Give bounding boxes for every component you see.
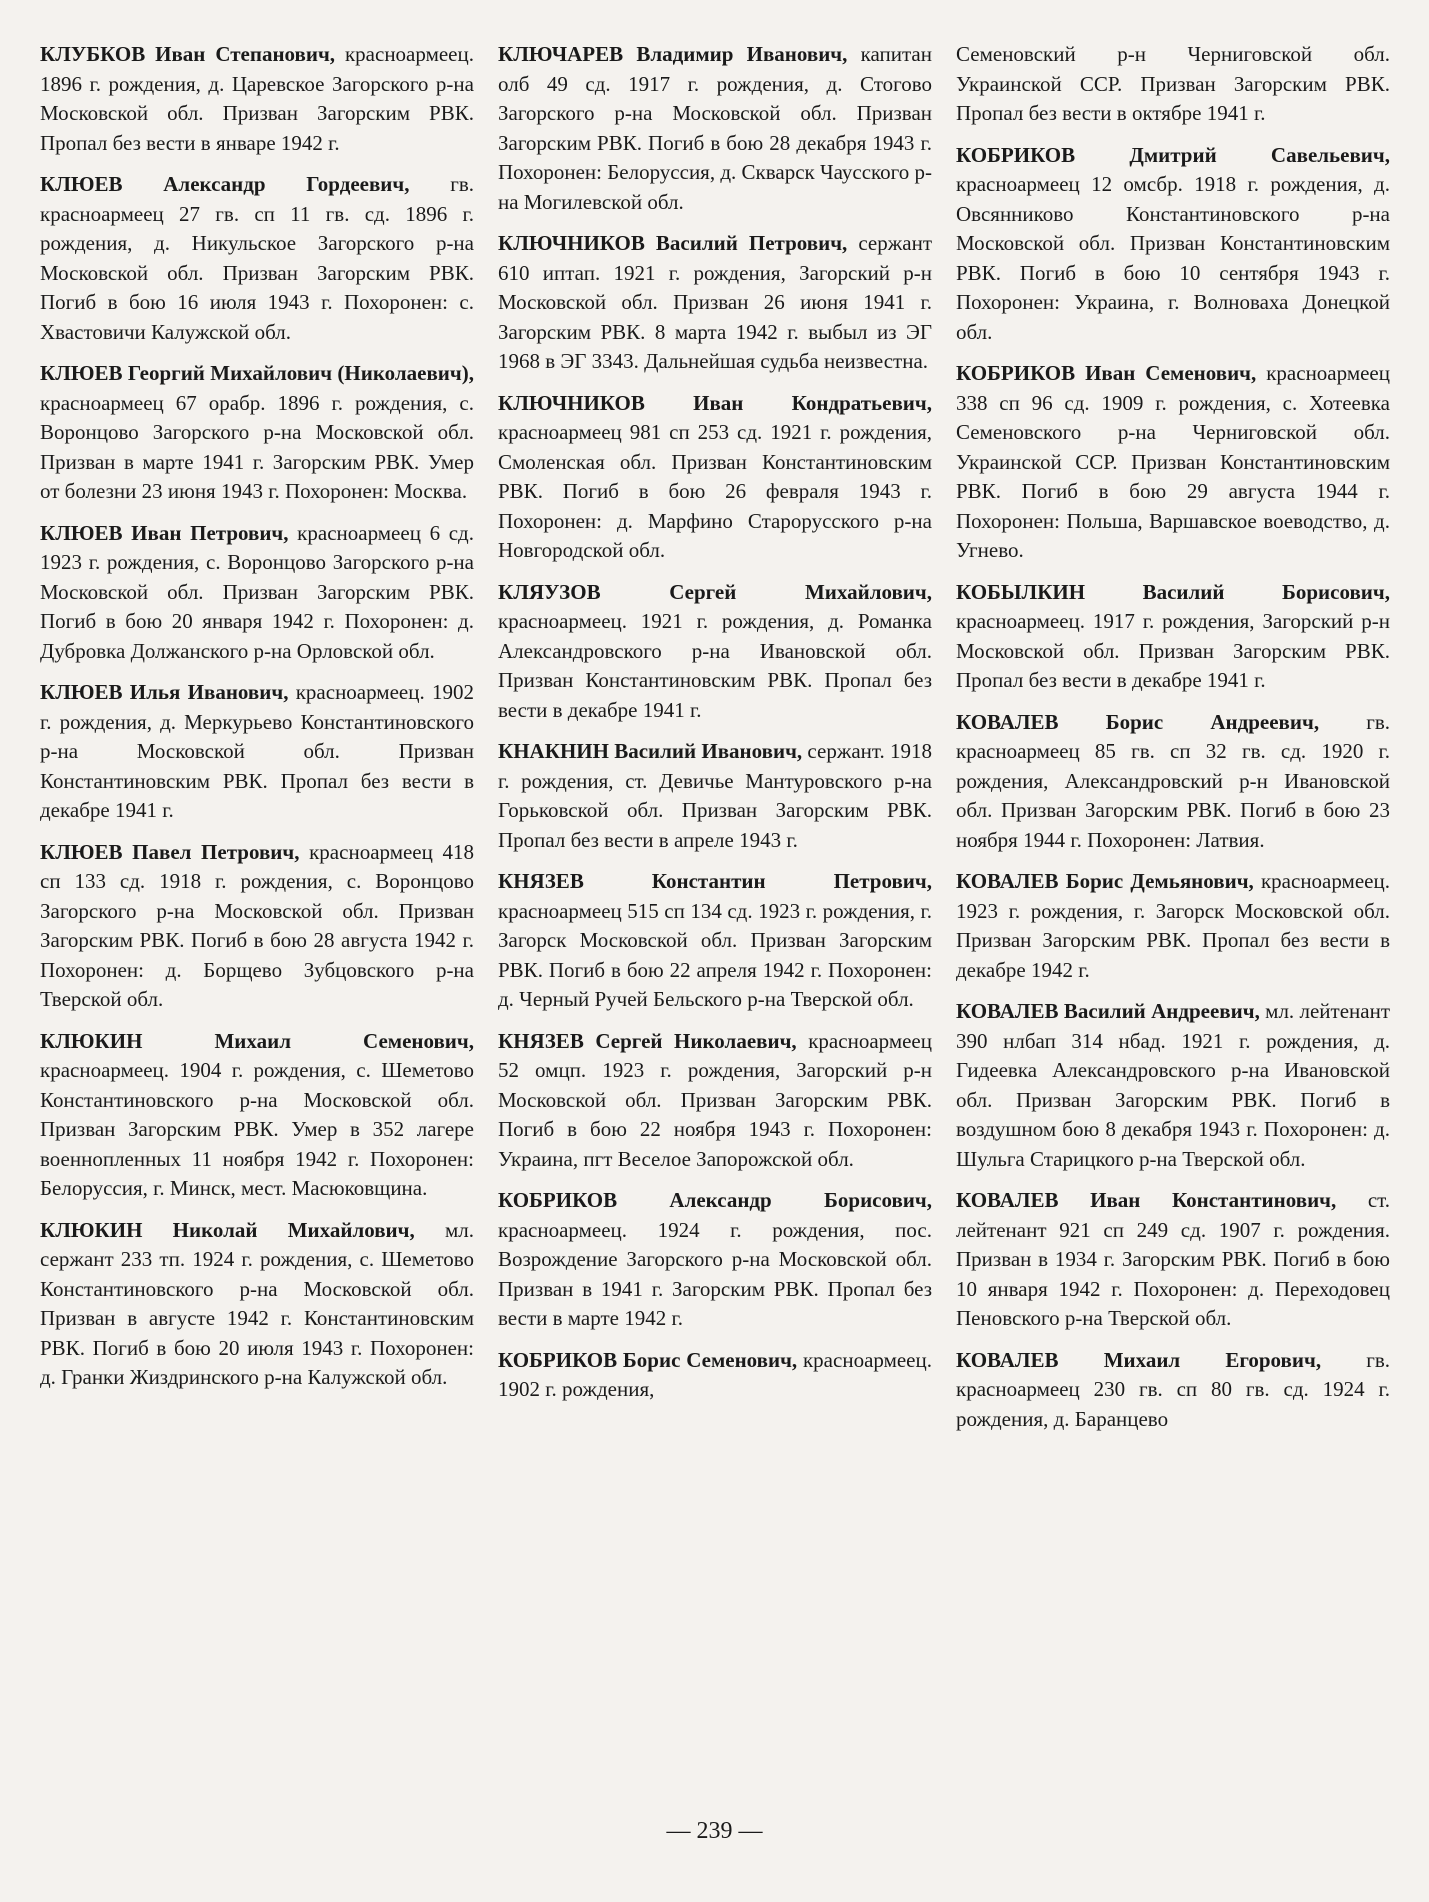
person-name: КОВАЛЕВ Михаил Егорович, (956, 1347, 1322, 1372)
person-name: КОВАЛЕВ Борис Демьянович, (956, 869, 1254, 893)
person-details: сержант. 1918 г. рождения, ст. Девичье Мантуровского р-на Горьковской обл. Призван Загорским РВК. Пропал без вести в апреле 1943 г. (498, 739, 932, 852)
column-2 (498, 40, 932, 1780)
person-name: КЛЮЧНИКОВ Иван Кондратьевич, (498, 390, 932, 415)
person-details: красноармеец. 1902 г. рождения, (498, 1347, 932, 1401)
person-entry (956, 708, 1390, 856)
column-1 (40, 40, 474, 1780)
person-entry (498, 737, 932, 855)
person-name: КЛЮЧНИКОВ Василий Петрович, (498, 231, 848, 255)
person-details: красноармеец 418 сп 133 сд. 1918 г. рождения, с. Воронцово Загорского р-на Московской обл. Призван Загорским РВК. Погиб в бою 28 августа 1942 г. Похоронен: д. Борщево Зубцовского р-на Тверской обл. (40, 839, 474, 1011)
person-details: красноармеец 981 сп 253 сд. 1921 г. рождения, Смоленская обл. Призван Константиновским РВК. Погиб в бою 26 февраля 1943 г. Похоронен: д. Марфино Старорусского р-на Новгородской обл. (498, 420, 932, 562)
person-name: КЛЮЧАРЕВ Владимир Иванович, (498, 42, 848, 66)
person-entry (40, 359, 474, 507)
person-name: КОБРИКОВ Дмитрий Савельевич, (956, 142, 1390, 167)
person-details: красноармеец. 1896 г. рождения, д. Царевское Загорского р-на Московской обл. Призван Загорским РВК. Пропал без вести в январе 1942 г. (40, 42, 474, 155)
person-name: КОБРИКОВ Борис Семенович, (498, 1347, 798, 1372)
person-details: мл. сержант 233 тп. 1924 г. рождения, с. Шеметово Константиновского р-на Московской обл. Призван в августе 1942 г. Константиновским РВК. Погиб в бою 20 июля 1943 г. Похоронен: д. Гранки Жиздринского р-на Калужской обл. (40, 1217, 474, 1389)
person-name: КОБРИКОВ Иван Семенович, (956, 361, 1257, 385)
person-entry (956, 1346, 1390, 1435)
person-name: КНАКНИН Василий Иванович, (498, 739, 803, 763)
person-name: КЛУБКОВ Иван Степанович, (40, 42, 336, 66)
person-entry (40, 40, 474, 158)
text-columns (40, 40, 1390, 1780)
person-details: красноармеец. 1923 г. рождения, г. Загорск Московской обл. Призван Загорским РВК. Пропал без вести в декабре 1942 г. (956, 869, 1390, 982)
person-details: гв. красноармеец 85 гв. сп 32 гв. сд. 1920 г. рождения, Александровский р-н Ивановской обл. Призван Загорским РВК. Погиб в бою 23 ноября 1944 г. Похоронен: Латвия. (956, 709, 1390, 852)
person-name: КЛЮЕВ Александр Гордеевич, (40, 172, 410, 196)
person-name: КЛЮКИН Михаил Семенович, (40, 1028, 474, 1053)
person-details: красноармеец 52 омцп. 1923 г. рождения, Загорский р-н Московской обл. Призван Загорским РВК. Погиб в бою 22 ноября 1943 г. Похоронен: Украина, пгт Веселое Запорожской обл. (498, 1028, 932, 1171)
person-entry (40, 678, 474, 826)
person-entry (40, 519, 474, 667)
page-number: — 239 — (666, 1818, 763, 1844)
person-details: ст. лейтенант 921 сп 249 сд. 1907 г. рождения. Призван в 1934 г. Загорским РВК. Погиб в бою 10 января 1942 г. Похоронен: д. Переходовец Пеновского р-на Тверской обл. (956, 1188, 1390, 1330)
person-details: гв. красноармеец 230 гв. сп 80 гв. сд. 1924 г. рождения, д. Баранцево (956, 1347, 1390, 1431)
person-name: КОВАЛЕВ Борис Андреевич, (956, 709, 1320, 734)
person-details: красноармеец. 1904 г. рождения, с. Шеметово Константиновского р-на Московской обл. Призван Загорским РВК. Умер в 352 лагере военнопленных 11 ноября 1942 г. Похоронен: Белоруссия, г. Минск, мест. Масюковщина. (40, 1058, 474, 1200)
person-entry (40, 170, 474, 347)
person-name: КНЯЗЕВ Константин Петрович, (498, 869, 932, 893)
person-name: КНЯЗЕВ Сергей Николаевич, (498, 1028, 797, 1053)
person-details: Семеновский р-н Черниговской обл. Украинской ССР. Призван Загорским РВК. Пропал без вести в октябре 1941 г. (956, 42, 1390, 125)
person-name: КЛЮЕВ Илья Иванович, (40, 680, 289, 704)
person-name: КЛЮКИН Николай Михайлович, (40, 1217, 415, 1242)
person-entry (956, 141, 1390, 348)
person-details: красноармеец. 1921 г. рождения, д. Романка Александровского р-на Ивановской обл. Призван Константиновским РВК. Пропал без вести в декабре 1941 г. (498, 609, 932, 722)
person-entry (40, 1027, 474, 1204)
person-name: КОВАЛЕВ Иван Константинович, (956, 1188, 1337, 1212)
person-details: красноармеец. 1917 г. рождения, Загорский р-н Московской обл. Призван Загорским РВК. Пропал без вести в декабре 1941 г. (956, 609, 1390, 692)
person-name: КЛЮЕВ Иван Петрович, (40, 520, 289, 545)
person-name: КЛЮЕВ Георгий Михайлович (Николаевич), (40, 361, 474, 385)
person-details: сержант 610 иптап. 1921 г. рождения, Загорский р-н Московской обл. Призван 26 июня 1941 г. Загорским РВК. 8 марта 1942 г. выбыл из ЭГ 1968 в ЭГ 3343. Дальнейшая судьба неизвестна. (498, 231, 932, 373)
person-entry (498, 1346, 932, 1405)
person-details: красноармеец 515 сп 134 сд. 1923 г. рождения, г. Загорск Московской обл. Призван Загорским РВК. Погиб в бою 22 апреля 1942 г. Похоронен: д. Черный Ручей Бельского р-на Тверской обл. (498, 898, 932, 1011)
person-entry (498, 1027, 932, 1175)
person-entry (498, 40, 932, 217)
person-details: гв. красноармеец 27 гв. сп 11 гв. сд. 1896 г. рождения, д. Никульское Загорского р-на Московской обл. Призван Загорским РВК. Погиб в бою 16 июля 1943 г. Похоронен: с. Хвастовичи Калужской обл. (40, 172, 474, 344)
person-name: КЛЮЕВ Павел Петрович, (40, 839, 300, 864)
column-3 (956, 40, 1390, 1780)
person-entry (956, 578, 1390, 696)
person-entry (498, 867, 932, 1015)
person-name: КОБЫЛКИН Василий Борисович, (956, 579, 1390, 604)
person-details: капитан олб 49 сд. 1917 г. рождения, д. Стогово Загорского р-на Московской обл. Призван Загорским РВК. Погиб в бою 28 декабря 1943 г. Похоронен: Белоруссия, д. Скварск Чаусского р-на Могилевской обл. (498, 42, 932, 214)
person-details: красноармеец 12 омсбр. 1918 г. рождения, д. Овсянниково Константиновского р-на Московской обл. Призван Константиновским РВК. Погиб в бою 10 сентября 1943 г. Похоронен: Украина, г. Волноваха Донецкой обл. (956, 172, 1390, 344)
person-entry (956, 40, 1390, 129)
person-name: КОВАЛЕВ Василий Андреевич, (956, 999, 1260, 1023)
person-details: красноармеец 338 сп 96 сд. 1909 г. рождения, с. Хотеевка Семеновского р-на Черниговской обл. Украинской ССР. Призван Константиновским РВК. Погиб в бою 29 августа 1944 г. Похоронен: Польша, Варшавское воеводство, д. Угнево. (956, 361, 1390, 562)
person-entry (498, 389, 932, 566)
person-entry (498, 578, 932, 726)
person-name: КЛЯУЗОВ Сергей Михайлович, (498, 579, 932, 604)
person-details: красноармеец 6 сд. 1923 г. рождения, с. Воронцово Загорского р-на Московской обл. Призван Загорским РВК. Погиб в бою 20 января 1942 г. Похоронен: д. Дубровка Должанского р-на Орловской обл. (40, 520, 474, 663)
person-details: красноармеец 67 орабр. 1896 г. рождения, с. Воронцово Загорского р-на Московской обл. Призван в марте 1941 г. Загорским РВК. Умер от болезни 23 июня 1943 г. Похоронен: Москва. (40, 390, 474, 503)
person-entry (40, 1216, 474, 1393)
person-entry (498, 1186, 932, 1334)
person-details: красноармеец. 1902 г. рождения, д. Меркурьево Константиновского р-на Московской обл. Призван Константиновским РВК. Пропал без вести в декабре 1941 г. (40, 680, 474, 822)
person-entry (956, 867, 1390, 985)
person-name: КОБРИКОВ Александр Борисович, (498, 1188, 932, 1212)
person-entry (956, 997, 1390, 1174)
person-entry (40, 838, 474, 1015)
person-entry (956, 1186, 1390, 1334)
person-details: мл. лейтенант 390 нлбап 314 нбад. 1921 г. рождения, д. Гидеевка Александровского р-на Ивановской обл. Призван Загорским РВК. Погиб в воздушном бою 8 декабря 1943 г. Похоронен: д. Шульга Старицкого р-на Тверской обл. (956, 999, 1390, 1171)
person-details: красноармеец. 1924 г. рождения, пос. Возрождение Загорского р-на Московской обл. Призван в 1941 г. Загорским РВК. Пропал без вести в марте 1942 г. (498, 1217, 932, 1330)
person-entry (498, 229, 932, 377)
person-entry (956, 359, 1390, 566)
